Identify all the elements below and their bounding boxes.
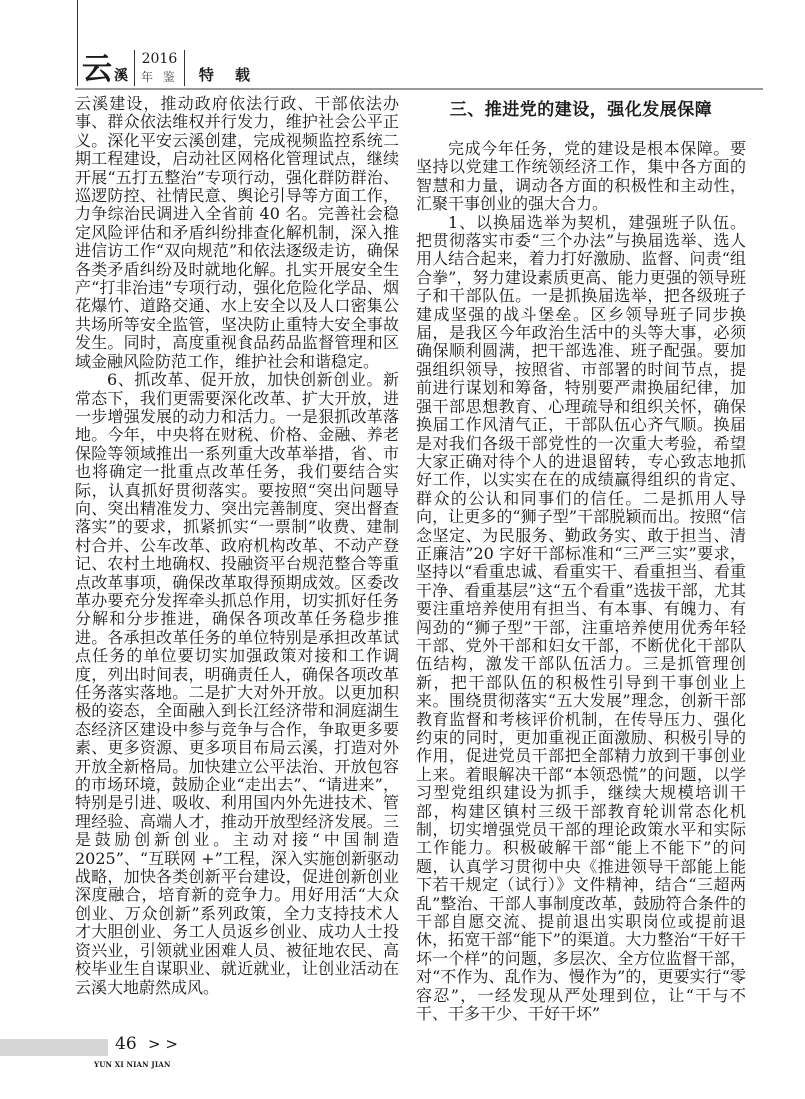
paragraph: 完成今年任务，党的建设是根本保障。要坚持以党建工作统领经济工作，集中各方面的智慧和力量，调动各方面的积极性和主动性，汇聚干事创业的强大合力。 — [416, 139, 746, 214]
header-rule — [75, 88, 763, 90]
header-divider — [184, 50, 185, 86]
section-heading: 三、推进党的建设，强化发展保障 — [449, 100, 713, 120]
logo-char-xi: 溪 — [114, 68, 128, 84]
right-column — [416, 140, 746, 1024]
logo-char-yun: 云 — [82, 52, 112, 87]
paragraph: 6、抓改革、促开放，加快创新创业。新常态下，我们更需要深化改革、扩大开放，进一步增强发展的动力和活力。一是狠抓改革落地。今年，中央将在财税、价格、金融、养老保险等领域推出一系列重大改革举措，省、市也将确定一批重点改革任务，我们要结合实际，认真抓好贯彻落实。要按照“突出问题导向、突出精准发力、突出完善制度、突出督查落实”的要求，抓紧抓实“一票制”收费、建制村合并、公车改革、政府机构改革、不动产登记、农村土地确权、投融资平台规范整合等重点改革事项，确保改革取得预期成效。区委改革办要充分发挥牵头抓总作用，切实抓好任务分解和分步推进，确保各项改革任务稳步推进。各承担改革任务的单位特别是承担改革试点任务的单位要切实加强政策对接和工作调度，列出时间表，明确责任人，确保各项改革任务落实落地。二是扩大对外开放。以更加积极的姿态，全面融入到长江经济带和洞庭湖生态经济区建设中参与竞争与合作，争取更多要素、更多资源、更多项目布局云溪，打造对外开放全新格局。加快建立公平法治、开放包容的市场环境，鼓励企业“走出去”、“请进来”，特别是引进、吸收、利用国内外先进技术、管理经验、高端人才，推动开放型经济发展。三是鼓励创新创业。主动对接“中国制造 2025”、“互联网 +”工程，深入实施创新驱动战略，加快各类创新平台建设，促进创新创业深度融合，培育新的竞争力。用好用活“大众创业、万众创新”系列政策，全力支持技术人才大胆创业、务工人员返乡创业、成功人士投资兴业，引领就业困难人员、被征地农民、高校毕业生自谋职业、就近就业，让创业活动在云溪大地蔚然成风。 — [75, 370, 399, 997]
yearbook-text: 年 鉴 — [141, 70, 178, 84]
paragraph: 1、以换届选举为契机，建强班子队伍。把贯彻落实市委“三个办法”与换届选举、选人用人结合起来，着力打好激励、监督、问责“组合拳”，努力建设素质更高、能力更强的领导班子和干部队伍。一是抓换届选举，把各级班子建成坚强的战斗堡垒。区乡领导班子同步换届，是我区今年政治生活中的头等大事，必须确保顺利圆满，把干部选准、班子配强。要加强组织领导，按照省、市部署的时间节点，提前进行谋划和筹备，特别要严肃换届纪律，加强干部思想教育、心理疏导和组织关怀，确保换届工作风清气正，干部队伍心齐气顺。换届是对我们各级干部党性的一次重大考验，希望大家正确对待个人的进退留转，专心致志地抓好工作，以实实在在的成绩赢得组织的肯定、群众的公认和同事们的信任。二是抓用人导向，让更多的“狮子型”干部脱颖而出。按照“信念坚定、为民服务、勤政务实、敢于担当、清正廉洁”20 字好干部标准和“三严三实”要求，坚持以“看重忠诚、看重实干、看重担当、看重干净、看重基层”这“五个看重”选拔干部，尤其要注重培养使用有担当、有本事、有魄力、有闯劲的“狮子型”干部，注重培养使用优秀年轻干部、党外干部和妇女干部，不断优化干部队伍结构，激发干部队伍活力。三是抓管理创新，把干部队伍的积极性引导到干事创业上来。围绕贯彻落实“五大发展”理念，创新干部教育监督和考核评价机制，在传导压力、强化约束的同时，更加重视正面激励、积极引导的作用，促进党员干部把全部精力放到干事创业上来。着眼解决干部“本领恐慌”的问题，以学习型党组织建设为抓手，继续大规模培训干部，构建区镇村三级干部教育轮训常态化机制，切实增强党员干部的理论政策水平和实际工作能力。积极破解干部“能上不能下”的问题，认真学习贯彻中央《推进领导干部能上能下若干规定（试行）》文件精神，结合“三超两乱”整治、干部人事制度改革，鼓励符合条件的干部自愿交流、提前退出实职岗位或提前退休，拓宽干部“能下”的渠道。大力整治“干好干坏一个样”的问题，多层次、全方位监督干部，对“不作为、乱作为、慢作为”的，更要实行“零容忍”，一经发现从严处理到位，让“干与不干、干多干少、干好干坏” — [416, 212, 746, 1024]
footer-bar — [0, 1039, 108, 1056]
left-column — [75, 95, 399, 997]
yearbook-label — [141, 50, 178, 86]
running-header — [82, 46, 258, 86]
page-number — [115, 1034, 178, 1054]
paragraph: 云溪建设，推动政府依法行政、干部依法办事、群众依法维权并行发力，维护社会公平正义。深化平安云溪创建，完成视频监控系统二期工程建设，启动社区网格化管理试点，继续开展“五打五整治”专项行动，强化群防群治、巡逻防控、社情民意、舆论引导等方面工作，力争综治民调进入全省前 40 名。完善社会稳定风险评估和矛盾纠纷排查化解机制，深入推进信访工作“双向规范”和依法逐级走访，确保各类矛盾纠纷及时就地化解。扎实开展安全生产“打非治违”专项行动，强化危险化学品、烟花爆竹、道路交通、水上安全以及人口密集公共场所等安全监管，坚决防止重特大安全事故发生。同时，高度重视食品药品监督管理和区域金融风险防范工作，维护社会和谐稳定。 — [75, 94, 399, 371]
year: 2016 — [141, 51, 178, 67]
page-number-value: 46 — [115, 1034, 137, 1054]
header-divider — [134, 50, 135, 86]
footer-caption: YUN XI NIAN JIAN — [94, 1060, 171, 1069]
page-footer — [0, 1034, 300, 1074]
header-vertical-rule — [77, 0, 78, 86]
section-title: 特 载 — [198, 66, 259, 84]
chevrons-icon: > > — [148, 1035, 178, 1053]
